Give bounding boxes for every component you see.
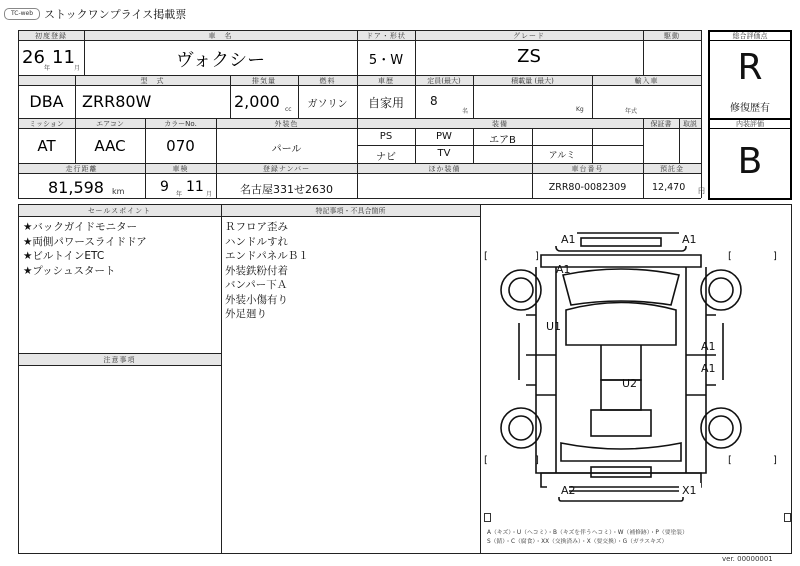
tire-icon — [501, 270, 541, 310]
inspection-year-unit: 年 — [176, 191, 183, 198]
remark-item: エンドパネルＢ１ — [225, 250, 309, 262]
equip-airbag: エアB — [489, 135, 516, 146]
mission: AT — [37, 137, 56, 155]
equip-tv: TV — [437, 148, 451, 159]
remark-item: 外装小傷有り — [225, 293, 288, 306]
damage-mark: A1 — [701, 340, 716, 353]
first-reg-year: 26 — [22, 47, 45, 68]
load-unit: Kg — [576, 106, 584, 113]
sales-point-item: ★両側パワースライドドア — [23, 235, 147, 248]
tire-icon — [701, 270, 741, 310]
displacement-unit: cc — [285, 106, 292, 113]
bracket-mark: ] — [773, 251, 777, 262]
remark-item: ハンドルすれ — [225, 235, 288, 248]
door-label: ドア・形状 — [366, 32, 406, 40]
capacity: 8 — [430, 94, 438, 108]
sales-points-label: セールスポイント — [87, 207, 152, 215]
import-label: 輸入車 — [634, 77, 659, 85]
exterior-color: パール — [271, 144, 302, 155]
bracket-mark: [ — [484, 455, 488, 466]
legend-line: S（錆）・C（腐食）・XX（交換済み）・X（要交換）・G（ガラスキズ） — [487, 539, 668, 545]
first-reg-label: 初度登録 — [35, 32, 67, 40]
damage-mark: U2 — [622, 377, 638, 390]
equip-pw: PW — [436, 131, 452, 142]
inspection-year: 9 — [160, 179, 169, 195]
damage-mark: A1 — [556, 263, 571, 276]
remark-item: Ｒフロア歪み — [225, 221, 288, 233]
other-equipment-label: ほか装備 — [428, 165, 461, 173]
model-year-label: 年式 — [625, 108, 638, 115]
sales-points-list — [23, 220, 147, 278]
manual-label: 取説 — [683, 120, 697, 128]
damage-mark: A1 — [561, 233, 576, 246]
damage-mark: A2 — [561, 484, 576, 497]
grade: ZS — [517, 46, 541, 67]
model-label: 型 式 — [140, 77, 165, 85]
grade-label: グレード — [513, 32, 545, 40]
first-reg-month: 11 — [52, 47, 75, 68]
month-unit: 月 — [74, 65, 81, 72]
load-label: 積載量 (最大) — [511, 77, 554, 85]
mileage: 81,598 — [48, 178, 104, 197]
displacement-label: 排気量 — [252, 77, 276, 85]
drive-label: 駆動 — [664, 32, 680, 40]
equip-ps: PS — [379, 131, 393, 142]
color-no: 070 — [166, 137, 195, 155]
sales-point-item: ★プッシュスタート — [23, 264, 116, 277]
car-damage-diagram — [481, 205, 791, 525]
plate: 名古屋331せ2630 — [240, 183, 333, 196]
history: 自家用 — [367, 96, 404, 110]
model-prefix: DBA — [29, 92, 64, 111]
car-name-label: 車 名 — [208, 32, 233, 40]
capacity-label: 定員(最大) — [427, 77, 461, 85]
marker-square — [784, 513, 791, 522]
year-unit: 年 — [44, 65, 51, 72]
interior-score: B — [737, 141, 763, 182]
mission-label: ミッション — [29, 120, 64, 128]
bracket-mark: [ — [728, 455, 732, 466]
price-unit: 円 — [698, 187, 705, 195]
overall-label: 総合評価点 — [732, 32, 768, 40]
damage-mark: A1 — [682, 233, 697, 246]
fuel-label: 燃料 — [319, 77, 336, 85]
remark-item: 外足廻り — [225, 308, 267, 320]
chassis-label: 車台番号 — [571, 165, 604, 173]
plate-label: 登録ナンバー — [262, 165, 311, 173]
mileage-unit: km — [112, 187, 125, 196]
notes-label: 注意事項 — [103, 356, 136, 364]
car-name: ヴォクシー — [175, 50, 266, 71]
price-label: 預託金 — [660, 165, 684, 173]
overall-score: R — [737, 47, 763, 88]
remark-item: バンパー下Ａ — [225, 279, 288, 291]
overall-note: 修復歴有 — [730, 103, 770, 114]
mileage-label: 走行距離 — [65, 165, 98, 173]
damage-mark: A1 — [701, 362, 716, 375]
color-no-label: カラーNo. — [164, 120, 197, 128]
capacity-unit: 名 — [462, 108, 469, 115]
fuel: ガソリン — [307, 99, 348, 110]
price: 12,470 — [652, 182, 686, 193]
displacement: 2,000 — [234, 92, 280, 111]
aircon-label: エアコン — [96, 120, 124, 128]
equip-alloy: アルミ — [548, 151, 576, 161]
model: ZRR80W — [82, 92, 152, 111]
bracket-mark: [ — [728, 251, 732, 262]
warranty-label: 保証書 — [650, 120, 672, 128]
door-shape: 5・W — [368, 53, 404, 68]
inspection-month-unit: 月 — [206, 191, 213, 198]
interior-label: 内装評価 — [736, 120, 764, 128]
sales-point-item: ★バックガイドモニター — [23, 221, 138, 233]
sales-point-item: ★ビルトインETC — [23, 250, 105, 262]
inspection-month: 11 — [186, 179, 204, 195]
inspection-label: 車検 — [172, 165, 189, 173]
exterior-color-label: 外装色 — [274, 120, 299, 128]
damage-legend — [487, 529, 688, 547]
header-logo: TC-web — [4, 8, 40, 20]
marker-square — [484, 513, 491, 522]
equip-nav: ナビ — [376, 152, 396, 163]
tire-icon — [701, 408, 741, 448]
version-text: ver. 00000001 — [722, 555, 773, 563]
legend-line: A（キズ）・U（ヘコミ）・B（キズを伴うヘコミ）・W（補修跡）・P（要塗装） — [487, 530, 688, 536]
bracket-mark: ] — [535, 455, 539, 466]
remark-item: 外装鉄粉付着 — [225, 264, 288, 277]
damage-mark: X1 — [682, 484, 697, 497]
page-title: ストックワンプライス掲載票 — [44, 8, 187, 21]
bracket-mark: ] — [773, 455, 777, 466]
history-label: 車歴 — [378, 77, 394, 85]
remarks-label: 特記事項・不具合箇所 — [315, 207, 386, 215]
bracket-mark: [ — [484, 251, 488, 262]
chassis: ZRR80-0082309 — [548, 182, 627, 193]
bracket-mark: ] — [535, 251, 539, 262]
tire-icon — [501, 408, 541, 448]
equipment-label: 装備 — [492, 120, 508, 128]
remarks-list — [225, 220, 309, 322]
aircon: AAC — [94, 137, 126, 155]
damage-mark: U1 — [546, 320, 562, 333]
